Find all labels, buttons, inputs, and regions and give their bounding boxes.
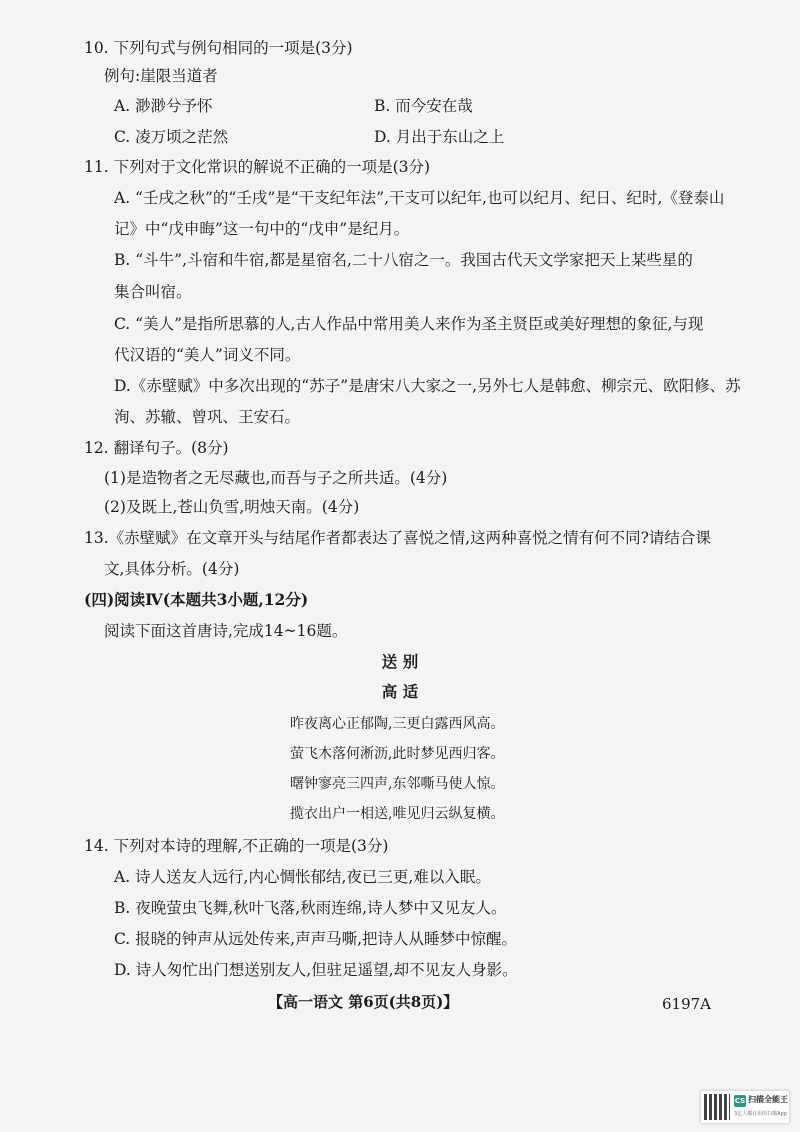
- poem-line-4: 揽衣出户一相送,唯见归云纵复横。: [290, 806, 505, 822]
- page-footer-label: 【高一语文 第6页(共8页)】: [268, 993, 459, 1011]
- q10-example: 例句:崖限当道者: [104, 67, 218, 85]
- q10-option-d: D. 月出于东山之上: [374, 128, 505, 146]
- section-heading: (四)阅读Ⅳ(本题共3小题,12分): [84, 590, 309, 609]
- q11-option-c-line2: 代汉语的“美人”词义不同。: [114, 346, 301, 364]
- section-instruction: 阅读下面这首唐诗,完成14~16题。: [104, 622, 348, 640]
- q10-option-a: A. 渺渺兮予怀: [114, 97, 213, 115]
- poem-title: 送 别: [381, 652, 419, 671]
- q12-sentence-1: (1)是造物者之无尽藏也,而吾与子之所共适。(4分): [104, 469, 448, 487]
- q11-option-a-line1: A. “壬戌之秋”的“壬戌”是“干支纪年法”,干支可以纪年,也可以纪月、纪日、纪时,《登泰山: [114, 189, 725, 207]
- poem-line-2: 萤飞木落何淅沥,此时梦见西归客。: [290, 746, 505, 762]
- scanner-logo-icon: CS: [734, 1097, 746, 1105]
- q14-stem: 14. 下列对本诗的理解,不正确的一项是(3分): [84, 837, 389, 855]
- q14-option-c: C. 报晓的钟声从远处传来,声声马嘶,把诗人从睡梦中惊醒。: [114, 930, 518, 948]
- scanner-app-name: 扫描全能王: [748, 1095, 788, 1104]
- q13-line-2: 文,具体分析。(4分): [104, 560, 240, 578]
- q14-option-a: A. 诗人送友人远行,内心惆怅郁结,夜已三更,难以入眠。: [114, 868, 491, 886]
- poem-author: 高 适: [381, 682, 419, 701]
- poem-line-3: 曙钟寥亮三四声,东邻嘶马使人惊。: [290, 776, 505, 792]
- q10-option-c: C. 凌万顷之茫然: [114, 128, 229, 146]
- q12-stem: 12. 翻译句子。(8分): [84, 439, 229, 457]
- q10-option-b: B. 而今安在哉: [374, 97, 473, 115]
- poem-line-1: 昨夜离心正郁陶,三更白露西风高。: [290, 716, 505, 732]
- q10-stem: 10. 下列句式与例句相同的一项是(3分): [84, 39, 353, 57]
- qr-code-icon: [704, 1094, 730, 1120]
- scanner-watermark: [700, 1090, 790, 1124]
- q12-sentence-2: (2)及既上,苍山负雪,明烛天南。(4分): [104, 498, 360, 516]
- q14-option-b: B. 夜晚萤虫飞舞,秋叶飞落,秋雨连绵,诗人梦中又见友人。: [114, 899, 507, 917]
- q11-option-d-line2: 洵、苏辙、曾巩、王安石。: [114, 408, 301, 426]
- q11-stem: 11. 下列对于文化常识的解说不正确的一项是(3分): [84, 158, 431, 176]
- q11-option-b-line2: 集合叫宿。: [114, 283, 192, 301]
- q11-option-b-line1: B. “斗牛”,斗宿和牛宿,都是星宿名,二十八宿之一。我国古代天文学家把天上某些星的: [114, 251, 693, 269]
- q11-option-a-line2: 记》中“戊申晦”这一句中的“戊申”是纪月。: [114, 220, 410, 238]
- q11-option-c-line1: C. “美人”是指所思慕的人,古人作品中常用美人来作为圣主贤臣或美好理想的象征,与现: [114, 315, 704, 333]
- q13-line-1: 13.《赤壁赋》在文章开头与结尾作者都表达了喜悦之情,这两种喜悦之情有何不同?请结合课: [84, 529, 711, 547]
- paper-code: 6197A: [662, 995, 712, 1013]
- scanner-app-tagline: 3亿人都在用的扫描App: [734, 1111, 787, 1117]
- q11-option-d-line1: D.《赤壁赋》中多次出现的“苏子”是唐宋八大家之一,另外七人是韩愈、柳宗元、欧阳修、苏: [114, 377, 741, 395]
- q14-option-d: D. 诗人匆忙出门想送别友人,但驻足遥望,却不见友人身影。: [114, 961, 518, 979]
